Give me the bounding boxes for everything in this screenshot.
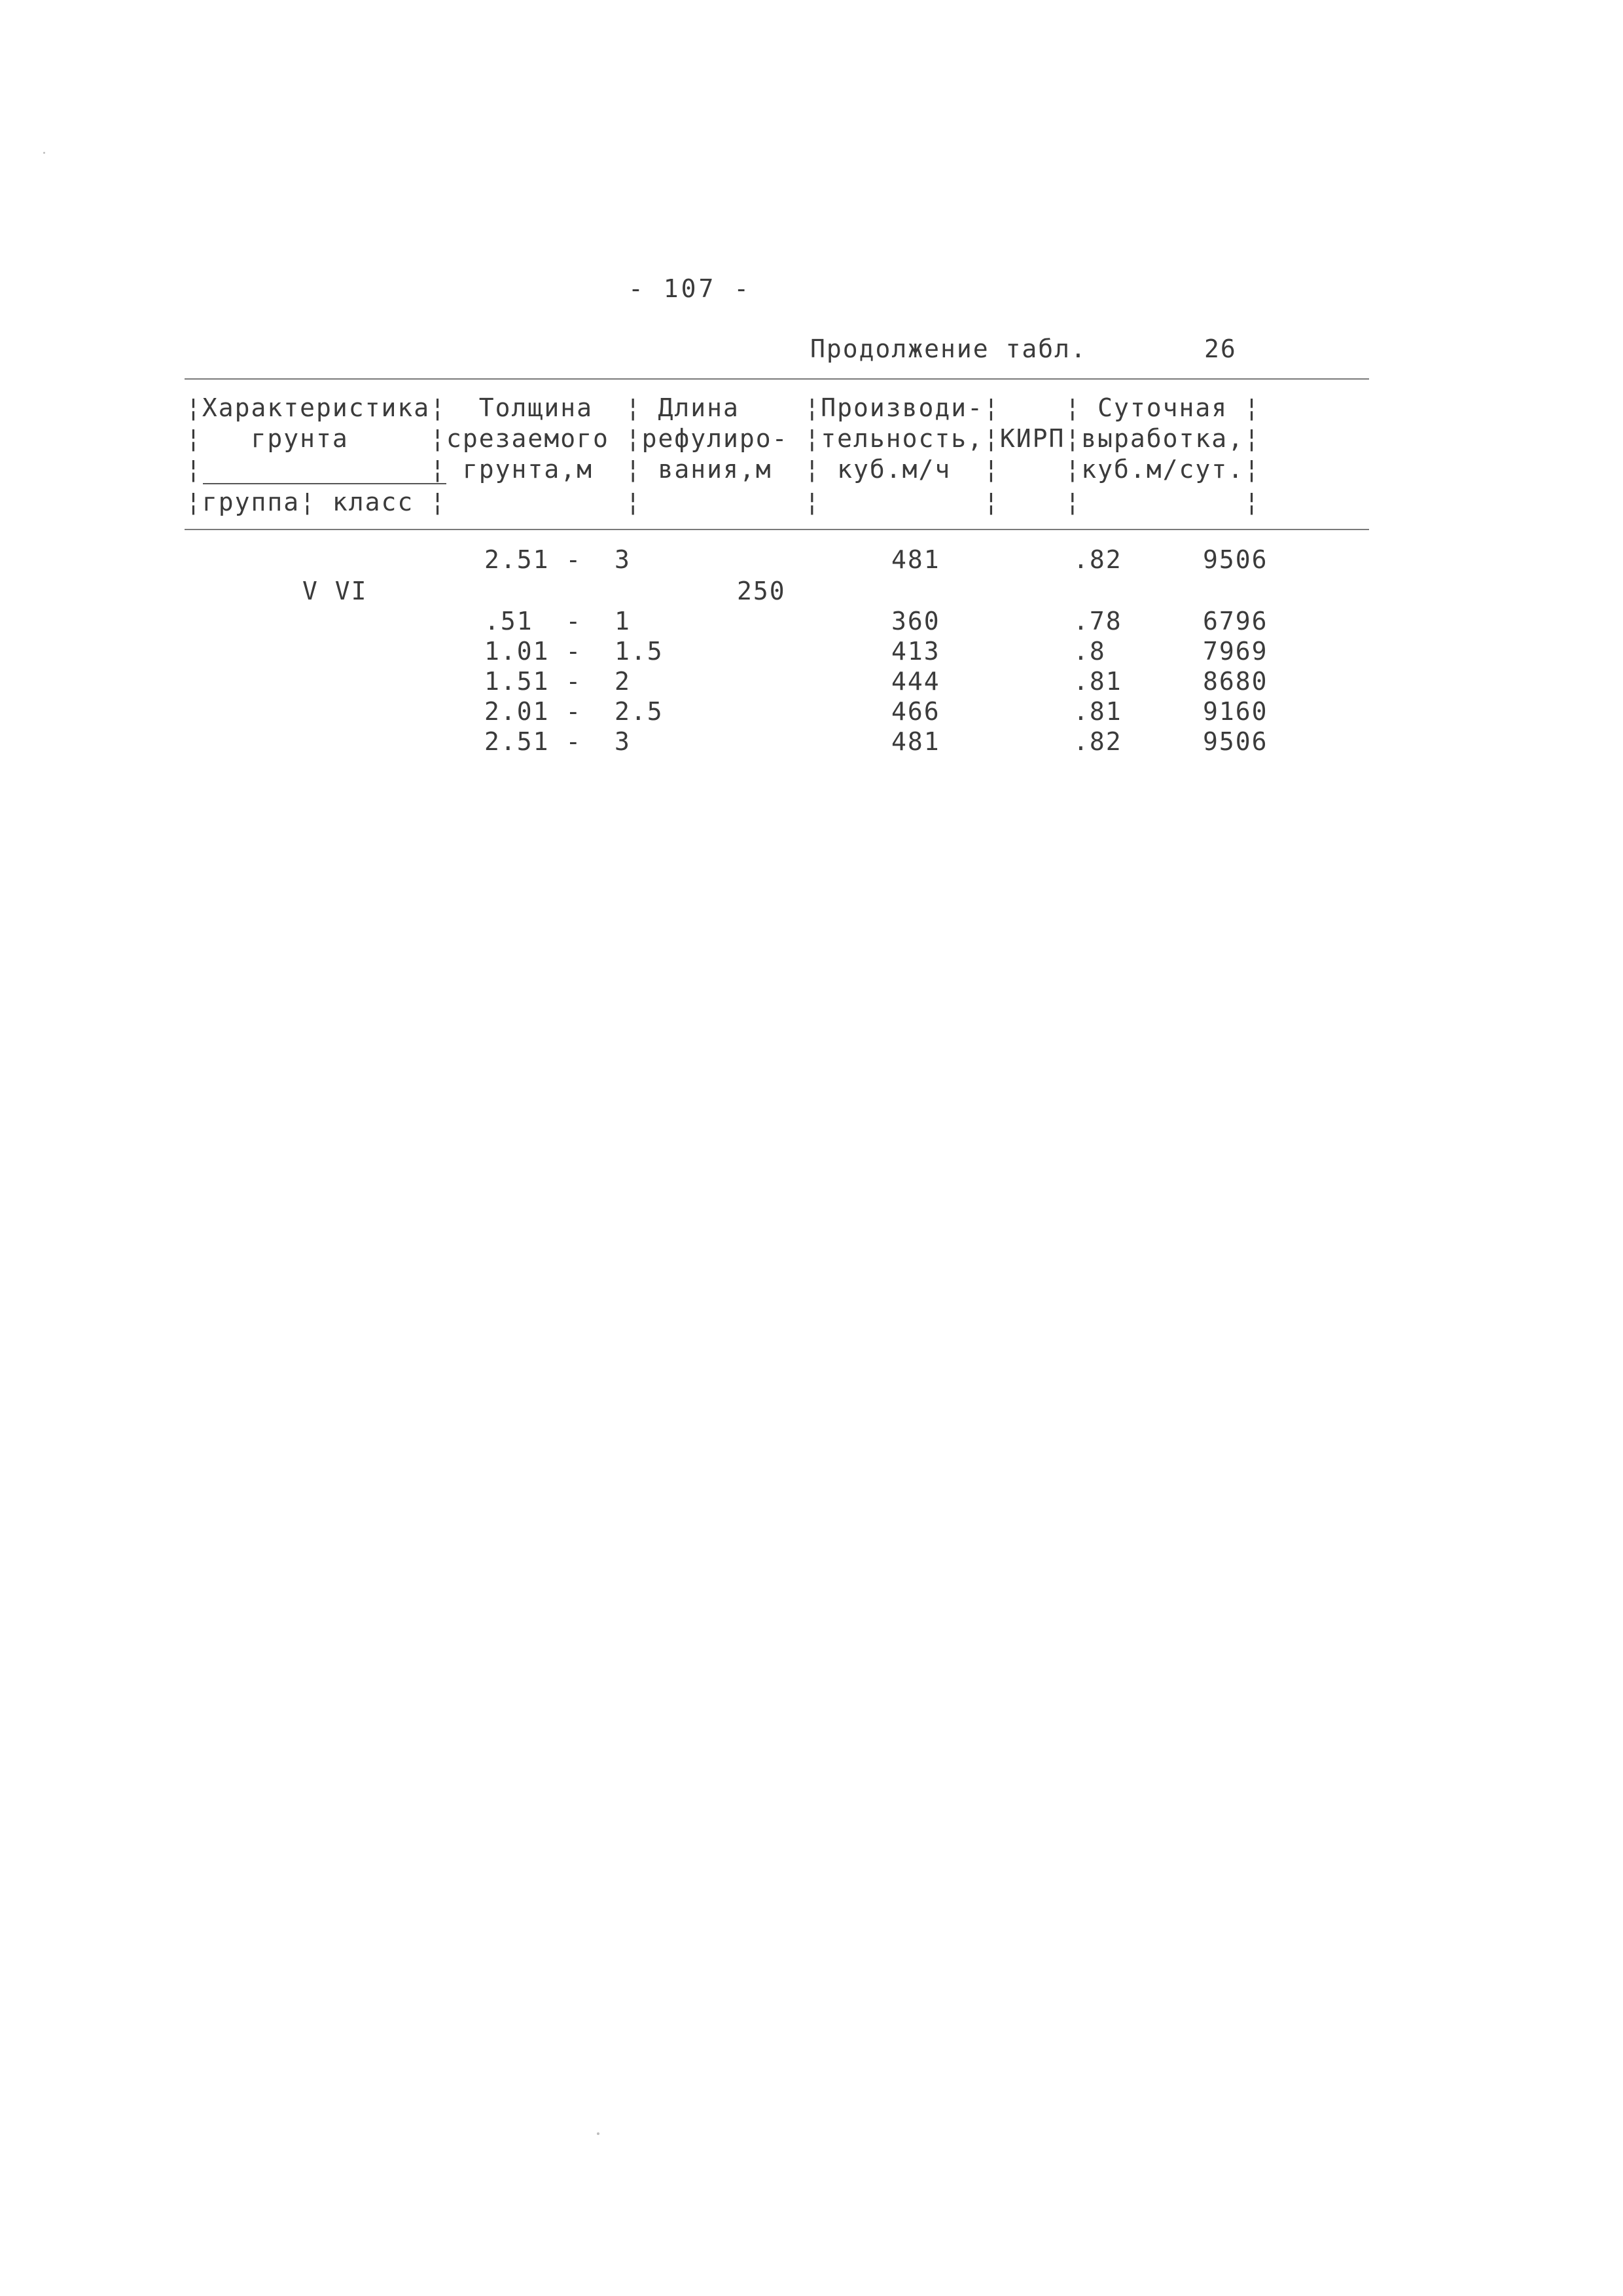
table-row-6-daily: 9506 xyxy=(1203,727,1268,756)
scan-speck xyxy=(43,152,45,154)
table-row-1-range: 2.51 - 3 xyxy=(484,545,631,574)
table-row-4-range: 1.51 - 2 xyxy=(484,667,631,696)
table-number: 26 xyxy=(1204,334,1237,363)
page-number: - 107 - xyxy=(628,274,752,303)
soil-group-class: V VI xyxy=(302,577,368,605)
table-row-2-productivity: 360 xyxy=(891,607,940,636)
table-row-4-productivity: 444 xyxy=(891,667,940,696)
table-row-5-range: 2.01 - 2.5 xyxy=(484,697,664,726)
table-header-line-1: ¦Характеристика¦ Толщина ¦ Длина ¦Производи-¦ ¦ Суточная ¦ xyxy=(186,393,1260,422)
table-row-1-productivity: 481 xyxy=(891,545,940,574)
table-row-4-daily: 8680 xyxy=(1203,667,1268,696)
table-row-3-daily: 7969 xyxy=(1203,637,1268,666)
table-header-line-3: ¦ ¦ грунта,м ¦ вания,м ¦ куб.м/ч ¦ ¦куб.м/сут.¦ xyxy=(186,455,1260,484)
table-row-2-kirp: .78 xyxy=(1073,607,1122,636)
table-header-line-2: ¦ грунта ¦срезаемого ¦рефулиро- ¦тельность,¦КИРП¦выработка,¦ xyxy=(186,424,1260,453)
header-group-underline xyxy=(203,483,446,484)
table-top-rule xyxy=(185,378,1369,380)
table-row-6-kirp: .82 xyxy=(1073,727,1122,756)
table-row-1-kirp: .82 xyxy=(1073,545,1122,574)
table-row-2-range: .51 - 1 xyxy=(484,607,631,636)
table-row-6-productivity: 481 xyxy=(891,727,940,756)
table-row-5-daily: 9160 xyxy=(1203,697,1268,726)
table-continuation-caption: Продолжение табл. xyxy=(810,334,1087,363)
refulation-length-value: 250 xyxy=(737,577,786,605)
table-row-2-daily: 6796 xyxy=(1203,607,1268,636)
table-row-4-kirp: .81 xyxy=(1073,667,1122,696)
table-row-5-productivity: 466 xyxy=(891,697,940,726)
scan-speck xyxy=(597,2132,599,2135)
table-header-line-4: ¦группа¦ класс ¦ ¦ ¦ ¦ ¦ ¦ xyxy=(186,488,1260,516)
table-row-3-range: 1.01 - 1.5 xyxy=(484,637,664,666)
table-row-6-range: 2.51 - 3 xyxy=(484,727,631,756)
table-row-3-productivity: 413 xyxy=(891,637,940,666)
table-header-bottom-rule xyxy=(185,529,1369,530)
table-row-1-daily: 9506 xyxy=(1203,545,1268,574)
table-row-3-kirp: .8 xyxy=(1073,637,1106,666)
table-row-5-kirp: .81 xyxy=(1073,697,1122,726)
